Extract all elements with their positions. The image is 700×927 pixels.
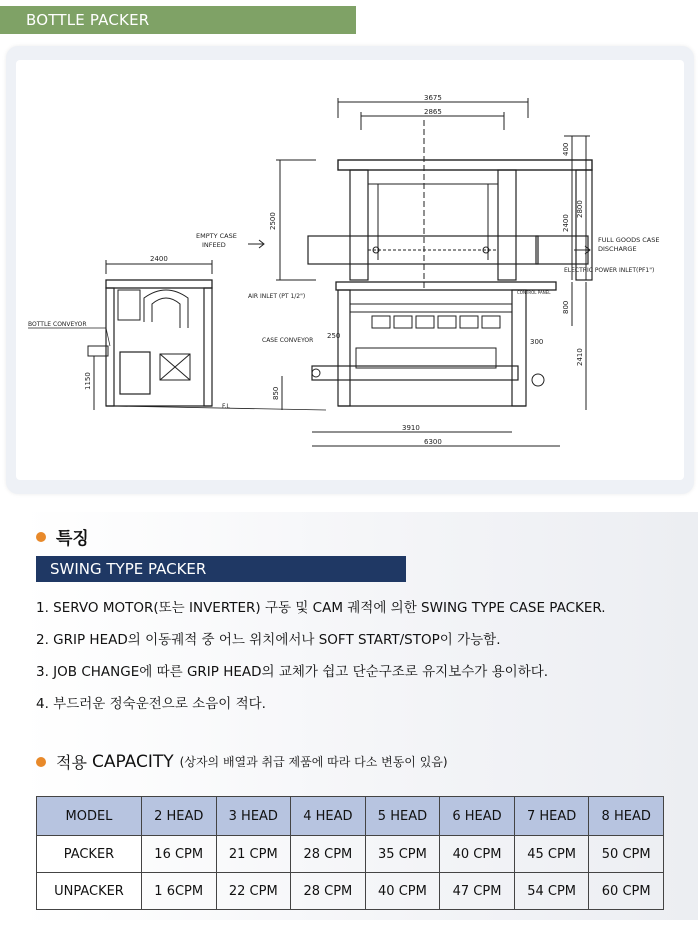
table-row — [37, 836, 664, 873]
label-full-goods-2: DISCHARGE — [598, 245, 637, 253]
capacity-title-main: CAPACITY — [92, 751, 174, 772]
label-empty-case-1: EMPTY CASE — [196, 232, 237, 240]
dim-250: 250 — [327, 332, 341, 340]
table-cell: 47 CPM — [440, 873, 515, 910]
feature-item-3: 3. JOB CHANGE에 따른 GRIP HEAD의 교체가 쉽고 단순구조로 유지보수가 용이하다. — [36, 664, 549, 680]
label-floor-level: F.L — [222, 403, 230, 410]
label-bottle-conveyor: BOTTLE CONVEYOR — [28, 321, 87, 328]
page-title: BOTTLE PACKER — [0, 6, 356, 34]
table-cell: 45 CPM — [514, 836, 589, 873]
top-view-drawing — [196, 94, 660, 290]
table-cell: 28 CPM — [291, 873, 366, 910]
dim-3675: 3675 — [424, 94, 442, 102]
header-cell: 4 HEAD — [291, 797, 366, 836]
table-cell: 1 6CPM — [141, 873, 216, 910]
row-label: UNPACKER — [37, 873, 142, 910]
capacity-title-prefix: 적용 — [56, 753, 87, 772]
front-view-drawing — [248, 267, 654, 446]
dim-2400-left: 2400 — [150, 255, 168, 263]
label-empty-case-2: INFEED — [202, 241, 226, 249]
table-cell: 28 CPM — [291, 836, 366, 873]
label-case-conveyor: CASE CONVEYOR — [262, 337, 314, 344]
dim-1150: 1150 — [84, 372, 92, 390]
header-cell: 3 HEAD — [216, 797, 291, 836]
capacity-note: (상자의 배열과 취급 제품에 따라 다소 변동이 있음) — [179, 755, 448, 769]
header-cell: 8 HEAD — [589, 797, 664, 836]
header-cell: MODEL — [37, 797, 142, 836]
header-cell: 7 HEAD — [514, 797, 589, 836]
label-control-panel: CONTROL PANEL — [517, 290, 551, 295]
dim-2400-right: 2400 — [562, 214, 570, 232]
features-heading — [36, 524, 89, 549]
table-cell: 50 CPM — [589, 836, 664, 873]
technical-drawing — [16, 60, 684, 480]
orange-bullet-icon — [36, 757, 46, 767]
orange-bullet-icon — [36, 532, 46, 542]
table-cell: 35 CPM — [365, 836, 440, 873]
table-cell: 21 CPM — [216, 836, 291, 873]
table-cell: 60 CPM — [589, 873, 664, 910]
table-cell: 40 CPM — [440, 836, 515, 873]
capacity-heading — [36, 750, 448, 773]
dim-300: 300 — [530, 338, 544, 346]
row-label: PACKER — [37, 836, 142, 873]
dim-400: 400 — [562, 142, 570, 156]
feature-item-4: 4. 부드러운 정숙운전으로 소음이 적다. — [36, 696, 266, 712]
grip-heads — [372, 316, 500, 328]
swing-type-banner: SWING TYPE PACKER — [36, 556, 406, 582]
table-cell: 22 CPM — [216, 873, 291, 910]
header-cell: 2 HEAD — [141, 797, 216, 836]
table-cell: 54 CPM — [514, 873, 589, 910]
features-title: 특징 — [56, 529, 89, 549]
dim-2800: 2800 — [576, 200, 584, 218]
table-cell: 40 CPM — [365, 873, 440, 910]
table-cell: 16 CPM — [141, 836, 216, 873]
dim-6300: 6300 — [424, 438, 442, 446]
dim-850: 850 — [272, 386, 280, 400]
header-cell: 6 HEAD — [440, 797, 515, 836]
side-view-drawing — [28, 255, 326, 410]
feature-item-1: 1. SERVO MOTOR(또는 INVERTER) 구동 및 CAM 궤적에 의한 SWING TYPE CASE PACKER. — [36, 600, 606, 616]
feature-item-2: 2. GRIP HEAD의 이동궤적 중 어느 위치에서나 SOFT START/STOP이 가능함. — [36, 632, 501, 648]
label-air-inlet: AIR INLET (PT 1/2") — [248, 293, 306, 300]
capacity-table — [36, 796, 664, 910]
bottle-packer-drawing — [16, 60, 684, 480]
table-row — [37, 873, 664, 910]
dim-3910: 3910 — [402, 424, 420, 432]
dim-2865: 2865 — [424, 108, 442, 116]
drawing-frame — [6, 46, 694, 494]
dim-800: 800 — [562, 300, 570, 314]
capacity-header-row — [37, 797, 664, 836]
label-electric-power: ELECTRIC POWER INLET(PF1") — [564, 267, 655, 274]
header-cell: 5 HEAD — [365, 797, 440, 836]
dim-2500: 2500 — [269, 212, 277, 230]
label-full-goods-1: FULL GOODS CASE — [598, 236, 660, 244]
dim-2410: 2410 — [576, 348, 584, 366]
